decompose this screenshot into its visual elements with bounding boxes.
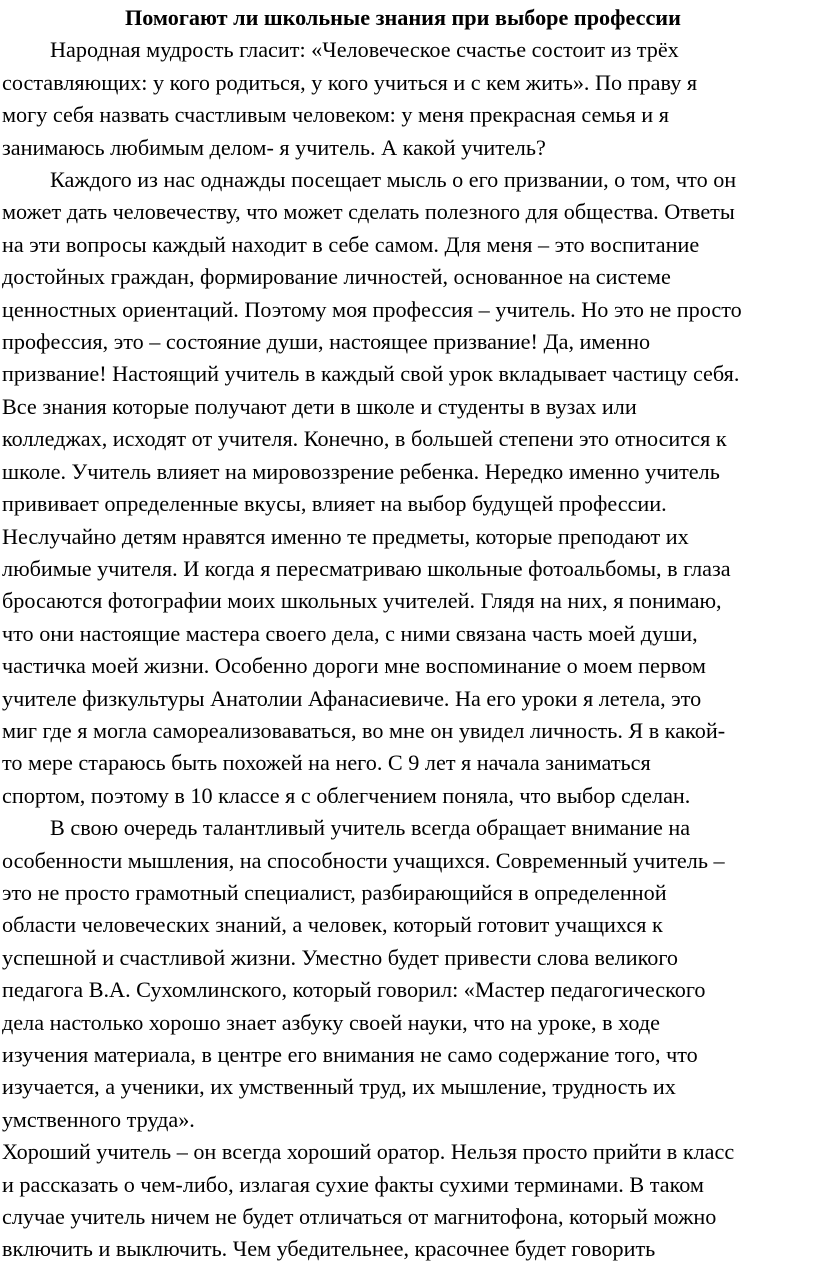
document-page <box>2 2 812 1266</box>
text-line: профессия, это – состояние души, настоящее призвание! Да, именно <box>2 329 651 355</box>
text-line: Неслучайно детям нравятся именно те предметы, которые преподают их <box>2 523 689 549</box>
text-line: дела настолько хорошо знает азбуку своей науки, что на уроке, в ходе <box>2 1009 660 1035</box>
document-body <box>2 34 812 1265</box>
text-line: прививает определенные вкусы, влияет на выбор будущей профессии. <box>2 491 667 517</box>
text-line: могу себя назвать счастливым человеком: у меня прекрасная семья и я <box>2 102 669 128</box>
text-line: частичка моей жизни. Особенно дороги мне воспоминание о моем первом <box>2 653 706 679</box>
text-line: изучается, а ученики, их умственный труд, их мышление, трудность их <box>2 1074 676 1100</box>
text-line: педагога В.А. Сухомлинского, который говорил: «Мастер педагогического <box>2 977 706 1003</box>
text-line: умственного труда». <box>2 1106 195 1132</box>
text-line: на эти вопросы каждый находит в себе самом. Для меня – это воспитание <box>2 231 700 257</box>
text-line: то мере стараюсь быть похожей на него. С 9 лет я начала заниматься <box>2 750 651 776</box>
text-line: включить и выключить. Чем убедительнее, красочнее будет говорить <box>2 1236 656 1262</box>
text-line: миг где я могла самореализоваваться, во мне он увидел личность. Я в какой- <box>2 717 726 743</box>
text-line: случае учитель ничем не будет отличаться от магнитофона, который можно <box>2 1204 717 1230</box>
text-line: это не просто грамотный специалист, разбирающийся в определенной <box>2 879 667 905</box>
text-line: призвание! Настоящий учитель в каждый свой урок вкладывает частицу себя. <box>2 361 740 387</box>
text-line: составляющих: у кого родиться, у кого учиться и с кем жить». По праву я <box>2 69 698 95</box>
text-line: Хороший учитель – он всегда хороший оратор. Нельзя просто прийти в класс <box>2 1139 735 1165</box>
text-line: занимаюсь любимым делом- я учитель. А какой учитель? <box>2 134 546 160</box>
text-line: изучения материала, в центре его внимания не само содержание того, что <box>2 1042 698 1067</box>
text-line: В свою очередь талантливый учитель всегда обращает внимание на <box>50 815 691 841</box>
text-line: ценностных ориентаций. Поэтому моя профессия – учитель. Но это не просто <box>2 296 742 322</box>
document-title: Помогают ли школьные знания при выборе профессии <box>125 5 681 30</box>
text-line: может дать человечеству, что может сделать полезного для общества. Ответы <box>2 199 735 225</box>
text-line: что они настоящие мастера своего дела, с ними связана часть моей души, <box>2 620 698 646</box>
text-line: особенности мышления, на способности учащихся. Современный учитель – <box>2 847 725 873</box>
text-line: достойных граждан, формирование личностей, основанное на системе <box>2 264 671 290</box>
text-line: Все знания которые получают дети в школе и студенты в вузах или <box>2 393 637 419</box>
text-line: учителе физкультуры Анатолии Афанасиевиче. На его уроки я летела, это <box>2 685 702 711</box>
text-line: любимые учителя. И когда я пересматриваю школьные фотоальбомы, в глаза <box>2 555 731 581</box>
text-line: спортом, поэтому в 10 классе я с облегчением поняла, что выбор сделан. <box>2 782 691 808</box>
text-line: Народная мудрость гласит: «Человеческое счастье состоит из трёх <box>50 37 679 63</box>
text-line: бросаются фотографии моих школьных учителей. Глядя на них, я понимаю, <box>2 588 722 614</box>
text-line: успешной и счастливой жизни. Уместно будет привести слова великого <box>2 944 679 970</box>
text-line: колледжах, исходят от учителя. Конечно, в большей степени это относится к <box>2 426 727 452</box>
text-line: и рассказать о чем-либо, излагая сухие факты сухими терминами. В таком <box>2 1171 704 1197</box>
text-line: школе. Учитель влияет на мировоззрение ребенка. Нередко именно учитель <box>2 458 720 484</box>
text-line: Каждого из нас однажды посещает мысль о его призвании, о том, что он <box>50 167 737 193</box>
text-line: области человеческих знаний, а человек, который готовит учащихся к <box>2 912 663 938</box>
